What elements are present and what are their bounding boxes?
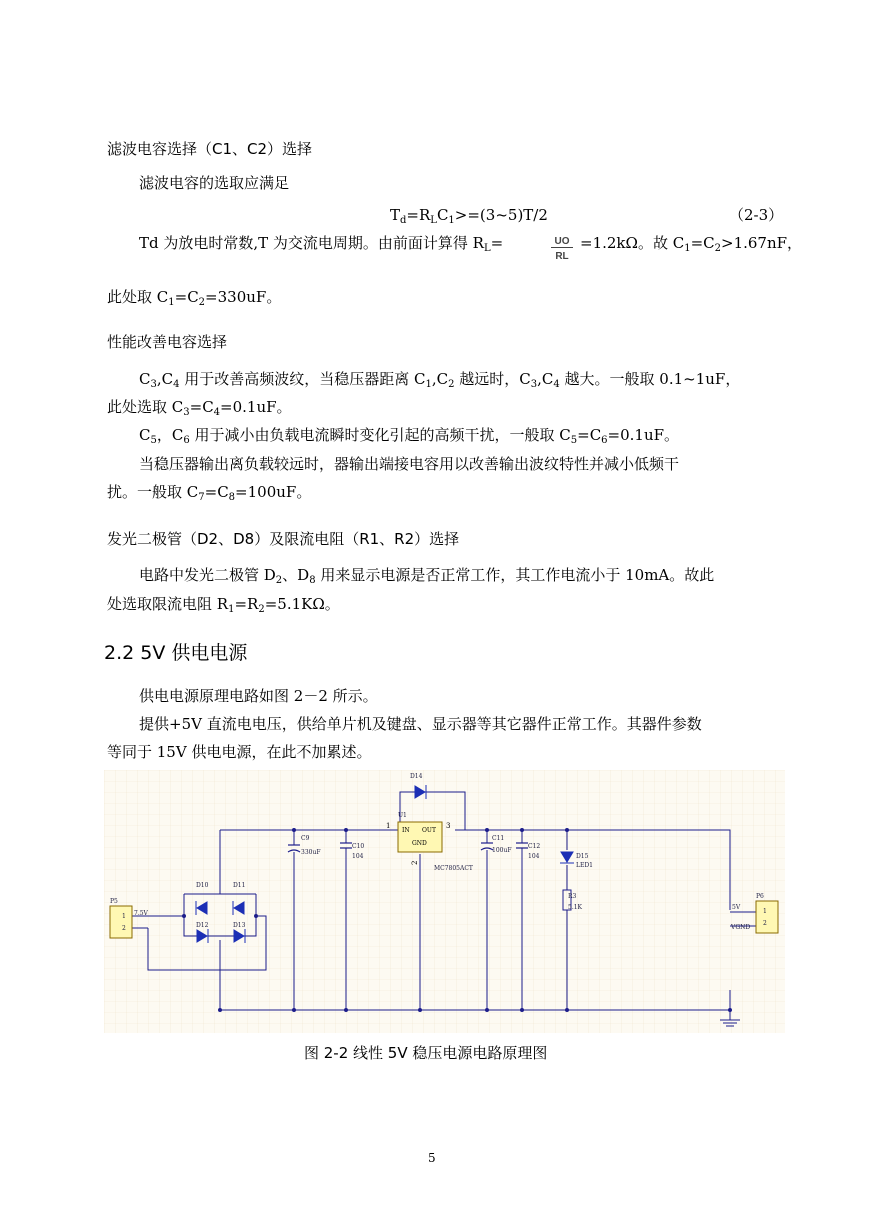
- connector-p5: [110, 906, 132, 938]
- figure-caption: 图 2-2 线性 5V 稳压电源电路原理图: [304, 1044, 548, 1062]
- equation-2-3: $T_d=R_LC_1>=(3\sim 5)T/2$: [390, 206, 548, 226]
- label-d12: D12: [196, 922, 209, 929]
- label-r3: R3: [568, 893, 577, 900]
- heading-performance-capacitor: 性能改善电容选择: [107, 333, 228, 351]
- paragraph-led-a: 电路中发光二极管 $D_2$、$D_8$ 用来显示电源是否正常工作，其工作电流小于 10mA。故此: [139, 566, 715, 586]
- label-d14: D14: [410, 773, 423, 780]
- label-d13: D13: [233, 922, 246, 929]
- connector-p6: [756, 901, 778, 933]
- label-c9-value: 330uF: [301, 849, 321, 856]
- label-p5: P5: [110, 898, 118, 905]
- paragraph-td-definition: Td 为放电时常数,T 为交流电周期。由前面计算得 $R_L=$: [139, 234, 504, 254]
- equation-number: （2-3）: [729, 206, 784, 224]
- paragraph-section-2a: 提供+5V 直流电电压，供给单片机及键盘、显示器等其它器件正常工作。其器件参数: [139, 715, 702, 733]
- label-c9: C9: [301, 835, 310, 842]
- page-number: 5: [428, 1151, 436, 1165]
- label-c11: C11: [492, 835, 505, 842]
- label-gnd: GND: [412, 840, 427, 847]
- label-regulator: MC7805ACT: [434, 865, 473, 872]
- label-p5-pin1: 1: [122, 913, 126, 920]
- section-heading-2-2: 2.2 5V 供电电源: [104, 642, 248, 664]
- schematic-grid: [104, 770, 785, 1033]
- schematic-figure: [104, 770, 785, 1033]
- paragraph-perf-3b: 扰。一般取 $C_7=C_8=100uF$。: [107, 483, 312, 503]
- fraction-denominator: RL: [555, 251, 569, 262]
- paragraph-section-2b: 等同于 15V 供电电源，在此不加累述。: [107, 743, 372, 761]
- heading-filter-capacitor: 滤波电容选择（C1、C2）选择: [107, 140, 313, 158]
- label-c11-value: 100uF: [492, 847, 512, 854]
- label-in: IN: [402, 827, 410, 834]
- paragraph-filter-intro: 滤波电容的选取应满足: [139, 174, 290, 192]
- fraction-numerator: UO: [551, 236, 573, 248]
- label-output-voltage: 5V: [732, 904, 741, 911]
- label-pin2: 2: [411, 860, 419, 865]
- label-r3-value: 5.1K: [568, 904, 583, 911]
- paragraph-perf-1a: $C_3,C_4$ 用于改善高频波纹，当稳压器距离 $C_1,C_2$ 越远时，$C_3,C_4$ 越大。一般取 0.1~1uF，: [139, 370, 741, 390]
- label-out: OUT: [422, 827, 436, 834]
- heading-led-resistor: 发光二极管（D2、D8）及限流电阻（R1、R2）选择: [107, 530, 460, 548]
- label-c10: C10: [352, 843, 365, 850]
- label-d11: D11: [233, 882, 246, 889]
- label-p6: P6: [756, 893, 764, 900]
- label-d15: D15: [576, 853, 589, 860]
- paragraph-perf-1b: 此处选取 $C_3=C_4=0.1uF$。: [107, 398, 292, 418]
- label-output-gnd: VGND: [731, 924, 751, 931]
- label-p5-pin2: 2: [122, 925, 126, 932]
- paragraph-section-1: 供电电源原理电路如图 2－2 所示。: [139, 687, 378, 705]
- label-u1: U1: [398, 812, 407, 819]
- paragraph-perf-3a: 当稳压器输出离负载较远时，器输出端接电容用以改善输出波纹特性并减小低频干: [139, 455, 680, 473]
- label-pin3: 3: [446, 822, 451, 830]
- label-c10-value: 104: [352, 853, 364, 860]
- paragraph-td-result: =1.2kΩ。故 $C_1=C_2>1.67nF$，: [580, 234, 803, 254]
- label-input-voltage: 7.5V: [134, 910, 148, 917]
- label-c12: C12: [528, 843, 541, 850]
- label-led1: LED1: [576, 862, 593, 869]
- label-d10: D10: [196, 882, 209, 889]
- paragraph-filter-choice: 此处取 $C_1=C_2=330uF$。: [107, 288, 282, 308]
- label-p6-pin2: 2: [763, 920, 767, 927]
- label-p6-pin1: 1: [763, 908, 767, 915]
- paragraph-led-b: 处选取限流电阻 $R_1=R_2=5.1K\Omega$。: [107, 595, 340, 615]
- label-c12-value: 104: [528, 853, 540, 860]
- label-pin1: 1: [386, 822, 391, 830]
- paragraph-perf-2: $C_5$，$C_6$ 用于减小由负载电流瞬时变化引起的高频干扰，一般取 $C_5=C_6=0.1uF$。: [139, 426, 680, 446]
